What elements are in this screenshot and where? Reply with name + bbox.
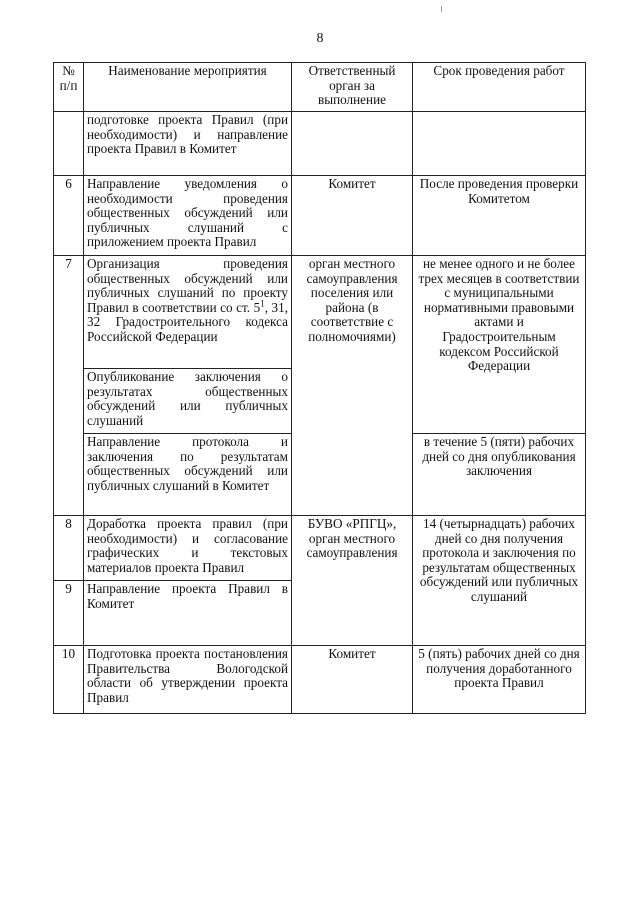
row-responsible: орган местного самоуправления поселения или района (в соответствие с полномочиями) [292,256,413,516]
header-term: Срок проведения работ [413,63,586,112]
header-num: № п/п [54,63,84,112]
header-responsible: Ответственный орган за выполнение [292,63,413,112]
row-name [84,256,292,369]
row-name: Направление уведомления о необходимости проведения общественных обсуждений или публичных слушаний с приложением проекта Правил [84,176,292,256]
row-term [413,112,586,176]
row-num: 8 [54,516,84,581]
row-name: подготовке проекта Правил (при необходимости) и направление проекта Правил в Комитет [84,112,292,176]
row-responsible: Комитет [292,646,413,714]
row-term: После проведения проверки Комитетом [413,176,586,256]
page-number: 8 [316,31,324,46]
row-responsible: Комитет [292,176,413,256]
row-num: 6 [54,176,84,256]
row-num: 7 [54,256,84,516]
row-name-superscript: 1 [260,298,265,309]
row-name: Доработка проекта правил (при необходимости) и согласование графических и текстовых материалов проекта Правил [84,516,292,581]
table-row [54,516,586,581]
table-row [54,646,586,714]
activities-table [53,62,586,714]
row-responsible [292,112,413,176]
row-term: 5 (пять) рабочих дней со дня получения доработанного проекта Правил [413,646,586,714]
header-name: Наименование мероприятия [84,63,292,112]
table-row [54,112,586,176]
row-name-part: Организация проведения общественных обсуждений или публичных слушаний по проекту Правил в соответствии со ст. 5 [87,256,288,315]
row-name: Подготовка проекта постановления Правительства Вологодской области об утверждении проекта Правил [84,646,292,714]
row-name: Направление проекта Правил в Комитет [84,581,292,646]
table-header-row [54,63,586,112]
scan-mark [441,6,442,12]
row-responsible: БУВО «РПГЦ», орган местного самоуправления [292,516,413,646]
row-num: 9 [54,581,84,646]
row-name: Опубликование заключения о результатах общественных обсуждений или публичных слушаний [84,369,292,434]
row-name: Направление протокола и заключения по результатам общественных обсуждений или публичных слушаний в Комитет [84,434,292,516]
row-term: в течение 5 (пяти) рабочих дней со дня опубликования заключения [413,434,586,516]
row-term: 14 (четырнадцать) рабочих дней со дня получения протокола и заключения по результатам общественных обсуждений или публичных слушаний [413,516,586,646]
row-num: 10 [54,646,84,714]
table-row [54,176,586,256]
row-term: не менее одного и не более трех месяцев в соответствии с муниципальными нормативными правовыми актами и Градостроительным кодексом Российской Федерации [413,256,586,434]
table-row [54,256,586,369]
row-num [54,112,84,176]
row-name-part: , 31, 32 Градостроительного кодекса Российской Федерации [87,299,288,344]
